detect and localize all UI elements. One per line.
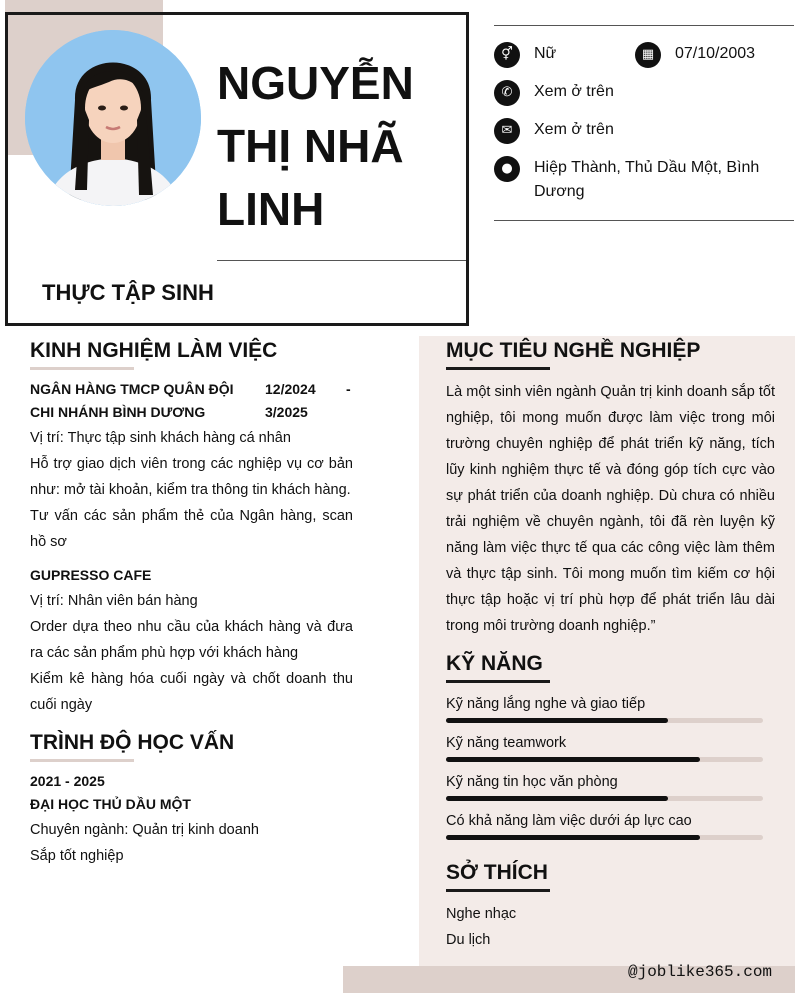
- skill-bar-track: [446, 757, 763, 762]
- section-underline: [446, 680, 550, 683]
- section-title-education: TRÌNH ĐỘ HỌC VẤN: [30, 731, 235, 754]
- job-date-end: 3/2025: [265, 404, 308, 420]
- skill-bar-fill: [446, 796, 668, 801]
- skill-label: Kỹ năng tin học văn phòng: [446, 774, 618, 790]
- skill-bar-track: [446, 796, 763, 801]
- location-pin-icon: ●: [494, 156, 520, 182]
- job-task: Order dựa theo nhu cầu của khách hàng và đưa ra các sản phẩm phù hợp với khách hàng: [30, 619, 353, 661]
- section-underline: [446, 367, 550, 370]
- name-line: NGUYỄN: [217, 57, 414, 109]
- section-title-hobbies: SỞ THÍCH: [446, 861, 548, 884]
- profile-photo: [25, 30, 201, 206]
- gender-value: Nữ: [534, 45, 557, 62]
- profile-name: [217, 52, 457, 241]
- contact-email: [494, 118, 614, 144]
- skill-bar-fill: [446, 757, 700, 762]
- education-years: 2021 - 2025: [30, 773, 105, 789]
- contact-gender: [494, 42, 556, 68]
- contact-phone: [494, 80, 614, 106]
- avatar: [25, 30, 201, 206]
- job-position: Vị trí: Thực tập sinh khách hàng cá nhân: [30, 430, 291, 446]
- company-name: NGÂN HÀNG TMCP QUÂN ĐỘI CHI NHÁNH BÌNH DƯƠNG: [30, 381, 234, 420]
- job-task: Kiểm kê hàng hóa cuối ngày và chốt doanh thu cuối ngày: [30, 671, 353, 713]
- hobby-item: Du lịch: [446, 932, 491, 948]
- contact-dob: [635, 42, 755, 68]
- phone-value: Xem ở trên: [534, 83, 614, 100]
- job-date-start: 12/2024: [265, 381, 316, 397]
- skill-label: Có khả năng làm việc dưới áp lực cao: [446, 813, 692, 829]
- gender-icon: ⚥: [494, 42, 520, 68]
- dob-value: 07/10/2003: [675, 45, 756, 62]
- section-title-objective: MỤC TIÊU NGHỀ NGHIỆP: [446, 339, 701, 362]
- skill-bar-fill: [446, 835, 700, 840]
- name-line: LINH: [217, 183, 325, 235]
- skill-bar-fill: [446, 718, 668, 723]
- job-title: THỰC TẬP SINH: [42, 280, 214, 305]
- education-status: Sắp tốt nghiệp: [30, 848, 124, 864]
- skill-label: Kỹ năng lắng nghe và giao tiếp: [446, 696, 646, 712]
- section-underline: [30, 759, 134, 762]
- name-line: THỊ NHÃ: [217, 120, 404, 172]
- job-task: Tư vấn các sản phẩm thẻ của Ngân hàng, scan hồ sơ: [30, 508, 353, 550]
- address-value: Hiệp Thành, Thủ Dầu Một, Bình Dương: [534, 159, 760, 200]
- job-position: Vị trí: Nhân viên bán hàng: [30, 593, 198, 609]
- divider: [217, 260, 466, 261]
- section-underline: [30, 367, 134, 370]
- skill-bar-track: [446, 718, 763, 723]
- job-task: Hỗ trợ giao dịch viên trong các nghiệp vụ cơ bản như: mở tài khoản, kiểm tra thông tin khách hàng.: [30, 456, 353, 498]
- hobby-item: Nghe nhạc: [446, 906, 517, 922]
- section-underline: [446, 889, 550, 892]
- company-name: GUPRESSO CAFE: [30, 567, 152, 583]
- calendar-icon: ▦: [635, 42, 661, 68]
- objective-text: Là một sinh viên ngành Quản trị kinh doanh sắp tốt nghiệp, tôi mong muốn được làm việc trong môi trường chuyên nghiệp để phát triển kỹ năng, tích lũy kinh nghiệm thực tế và đóng góp tích cực vào sự phát triển của doanh nghiệp. Dù chưa có nhiều trải nghiệm về chuyên ngành, tôi đã rèn luyện kỹ năng làm việc thực tế qua các công việc làm thêm và thực tập sinh. Tôi mong muốn tìm kiếm cơ hội thực tập hoặc vị trí phù hợp để phát triển lâu dài trong môi trường doanh nghiệp.”: [446, 384, 775, 634]
- phone-icon: ✆: [494, 80, 520, 106]
- contact-address: [494, 156, 774, 204]
- job-date-separator: -: [346, 381, 351, 397]
- education-school: ĐẠI HỌC THỦ DẦU MỘT: [30, 796, 191, 812]
- skill-label: Kỹ năng teamwork: [446, 735, 567, 751]
- section-title-experience: KINH NGHIỆM LÀM VIỆC: [30, 339, 278, 362]
- mail-icon: ✉: [494, 118, 520, 144]
- footer-watermark: @joblike365.com: [628, 963, 773, 981]
- skill-bar-track: [446, 835, 763, 840]
- email-value: Xem ở trên: [534, 121, 614, 138]
- education-major: Chuyên ngành: Quản trị kinh doanh: [30, 822, 259, 838]
- section-title-skills: KỸ NĂNG: [446, 652, 543, 675]
